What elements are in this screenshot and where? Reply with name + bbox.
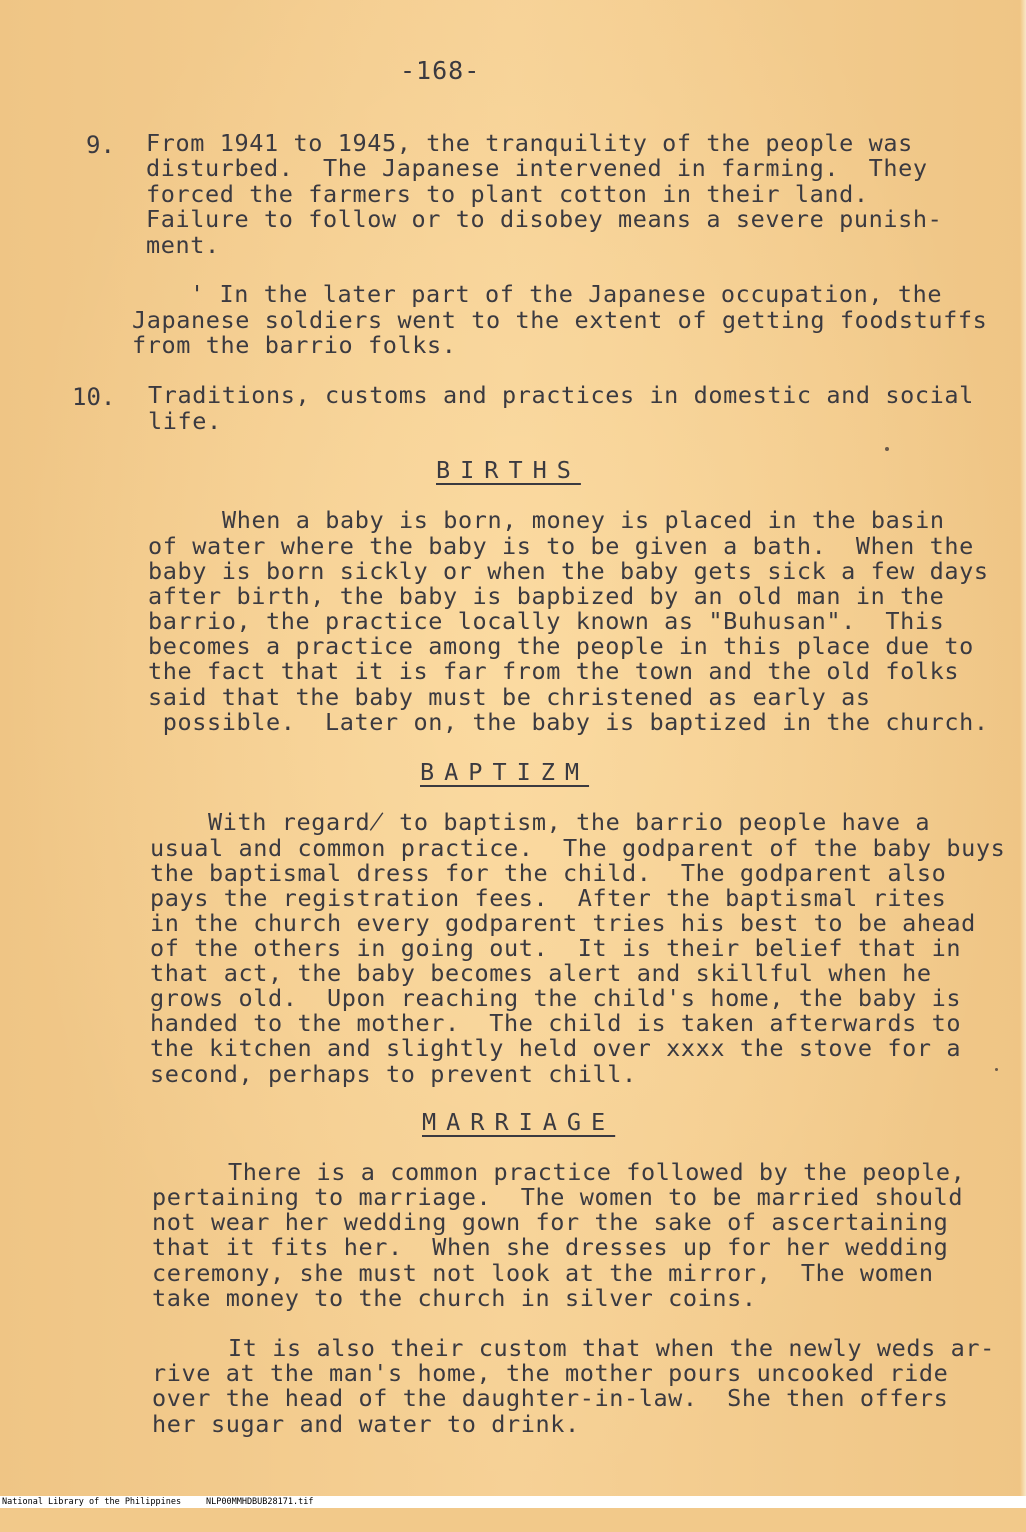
text-line: Failure to follow or to disobey means a severe punish- [146,205,943,233]
text-line: the baptismal dress for the child. The godparent also [150,859,947,887]
text-line: life. [148,407,222,435]
text-line: It is also their custom that when the newly weds ar- [228,1334,995,1362]
item-number: 9. [86,131,115,159]
text-line: disturbed. The Japanese intervened in farming. They [146,154,928,182]
text-line: ceremony, she must not look at the mirror, The women [152,1259,934,1287]
text-line: becomes a practice among the people in this place due to [148,632,974,660]
text-line: handed to the mother. The child is taken afterwards to [150,1009,962,1037]
text-line: of the others in going out. It is their belief that in [150,934,962,962]
text-line: take money to the church in silver coins. [152,1284,757,1312]
ink-speck [885,447,889,451]
section-heading-births: BIRTHS [436,456,581,484]
scan-footer [0,1496,1026,1508]
text-line: forced the farmers to plant cotton in their land. [146,180,869,208]
text-line: said that the baby must be christened as early as [148,683,871,711]
footer-institution: National Library of the Philippines [2,1497,182,1507]
text-line: When a baby is born, money is placed in the basin [222,506,945,534]
text-line: her sugar and water to drink. [152,1410,580,1438]
ink-speck [995,1068,998,1071]
text-line: Japanese soldiers went to the extent of getting foodstuffs [132,306,988,334]
text-line: From 1941 to 1945, the tranquility of the people was [146,129,913,157]
text-line: barrio, the practice locally known as "Buhusan". This [148,607,945,635]
text-line: the kitchen and slightly held over xxxx the stove for a [150,1034,962,1062]
text-line: grows old. Upon reaching the child's home, the baby is [150,984,962,1012]
text-line: Traditions, customs and practices in domestic and social [148,381,974,409]
text-line: With regard̸ to baptism, the barrio people have a [208,808,931,836]
text-line: the fact that it is far from the town and the old folks [148,657,960,685]
text-line: ment. [146,231,220,259]
page-number: -168- [400,56,481,85]
text-line: second, perhaps to prevent chill. [150,1060,637,1088]
text-line: There is a common practice followed by the people, [228,1158,966,1186]
text-line: from the barrio folks. [132,331,457,359]
footer-file-id: NLP00MMHDBUB28171.tif [206,1497,314,1507]
item-number: 10. [72,383,116,411]
text-line: pays the registration fees. After the baptismal rites [150,884,947,912]
section-heading-baptizm: BAPTIZM [420,758,590,786]
text-line: that it fits her. When she dresses up for her wedding [152,1233,949,1261]
page-edge [1020,0,1026,1496]
text-line: rive at the man's home, the mother pours uncooked ride [152,1359,949,1387]
text-line: ' In the later part of the Japanese occupation, the [190,280,943,308]
text-line: of water where the baby is to be given a bath. When the [148,532,974,560]
text-line: not wear her wedding gown for the sake of ascertaining [152,1208,949,1236]
text-line: pertaining to marriage. The women to be married should [152,1183,964,1211]
text-line: over the head of the daughter-in-law. She then offers [152,1384,949,1412]
text-line: usual and common practice. The godparent of the baby buys [150,834,1006,862]
text-line: in the church every godparent tries his best to be ahead [150,909,976,937]
text-line: that act, the baby becomes alert and skillful when he [150,959,932,987]
text-line: possible. Later on, the baby is baptized in the church. [148,708,989,736]
section-heading-marriage: MARRIAGE [422,1108,616,1136]
text-line: baby is born sickly or when the baby gets sick a few days [148,557,989,585]
text-line: after birth, the baby is bapbized by an old man in the [148,582,945,610]
